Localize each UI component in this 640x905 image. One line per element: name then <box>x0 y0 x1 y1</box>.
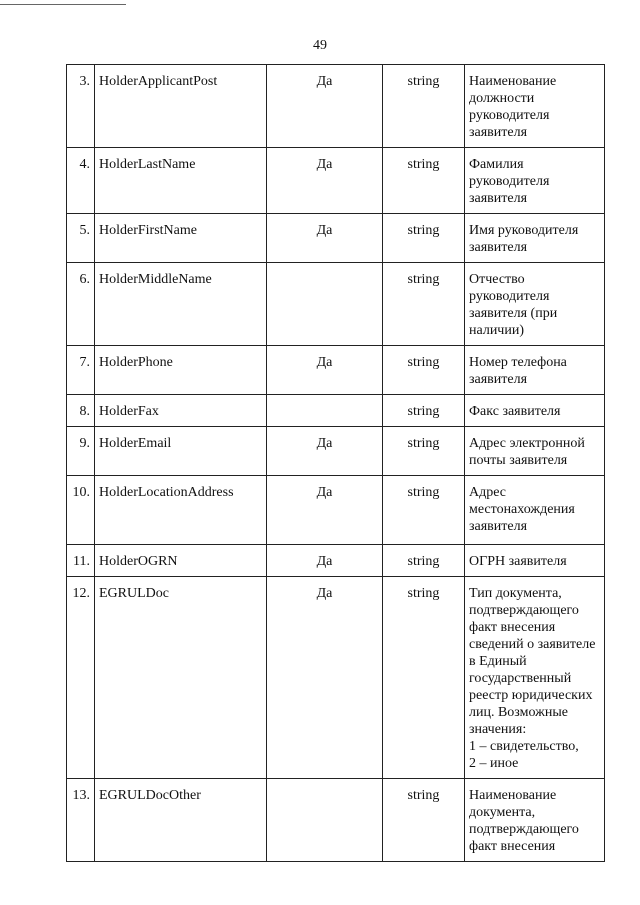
field-name: HolderApplicantPost <box>95 65 267 148</box>
table-row <box>67 577 605 779</box>
field-description: Фамилия руководителя заявителя <box>465 148 605 214</box>
row-number: 6. <box>67 263 95 346</box>
table-row <box>67 148 605 214</box>
field-description: Наименование документа, подтверждающего факт внесения <box>465 779 605 862</box>
table-row <box>67 545 605 577</box>
row-number: 3. <box>67 65 95 148</box>
required-flag: Да <box>267 148 383 214</box>
required-flag <box>267 395 383 427</box>
field-name: HolderFirstName <box>95 214 267 263</box>
table-row <box>67 263 605 346</box>
table-row <box>67 427 605 476</box>
page-top-edge <box>0 0 126 5</box>
field-description: Тип документа, подтверждающего факт внесения сведений о заявителе в Единый государственный реестр юридических лиц. Возможные значения: 1 – свидетельство, 2 – иное <box>465 577 605 779</box>
row-number: 11. <box>67 545 95 577</box>
field-type: string <box>383 214 465 263</box>
field-name: HolderMiddleName <box>95 263 267 346</box>
table-row <box>67 779 605 862</box>
required-flag: Да <box>267 545 383 577</box>
field-type: string <box>383 263 465 346</box>
table-row <box>67 346 605 395</box>
required-flag: Да <box>267 476 383 545</box>
table-row <box>67 214 605 263</box>
row-number: 12. <box>67 577 95 779</box>
page-number: 49 <box>313 38 327 53</box>
required-flag: Да <box>267 65 383 148</box>
field-type: string <box>383 545 465 577</box>
field-description: Факс заявителя <box>465 395 605 427</box>
field-type: string <box>383 346 465 395</box>
field-type: string <box>383 779 465 862</box>
table-row <box>67 395 605 427</box>
required-flag: Да <box>267 346 383 395</box>
field-description: Адрес местонахождения заявителя <box>465 476 605 545</box>
field-type: string <box>383 427 465 476</box>
table-row <box>67 65 605 148</box>
field-type: string <box>383 395 465 427</box>
required-flag <box>267 263 383 346</box>
field-description: Отчество руководителя заявителя (при наличии) <box>465 263 605 346</box>
field-name: EGRULDocOther <box>95 779 267 862</box>
table-row <box>67 476 605 545</box>
field-description: Адрес электронной почты заявителя <box>465 427 605 476</box>
row-number: 4. <box>67 148 95 214</box>
field-name: HolderFax <box>95 395 267 427</box>
row-number: 9. <box>67 427 95 476</box>
field-name: HolderPhone <box>95 346 267 395</box>
field-type: string <box>383 476 465 545</box>
field-name: HolderOGRN <box>95 545 267 577</box>
field-spec-table <box>66 64 605 862</box>
field-description: Номер телефона заявителя <box>465 346 605 395</box>
field-name: HolderEmail <box>95 427 267 476</box>
row-number: 13. <box>67 779 95 862</box>
field-type: string <box>383 148 465 214</box>
field-description: Имя руководителя заявителя <box>465 214 605 263</box>
row-number: 5. <box>67 214 95 263</box>
field-type: string <box>383 577 465 779</box>
field-name: EGRULDoc <box>95 577 267 779</box>
field-name: HolderLastName <box>95 148 267 214</box>
required-flag: Да <box>267 577 383 779</box>
field-name: HolderLocationAddress <box>95 476 267 545</box>
required-flag: Да <box>267 427 383 476</box>
field-description: Наименование должности руководителя заявителя <box>465 65 605 148</box>
required-flag <box>267 779 383 862</box>
row-number: 8. <box>67 395 95 427</box>
field-description: ОГРН заявителя <box>465 545 605 577</box>
row-number: 10. <box>67 476 95 545</box>
required-flag: Да <box>267 214 383 263</box>
row-number: 7. <box>67 346 95 395</box>
field-type: string <box>383 65 465 148</box>
